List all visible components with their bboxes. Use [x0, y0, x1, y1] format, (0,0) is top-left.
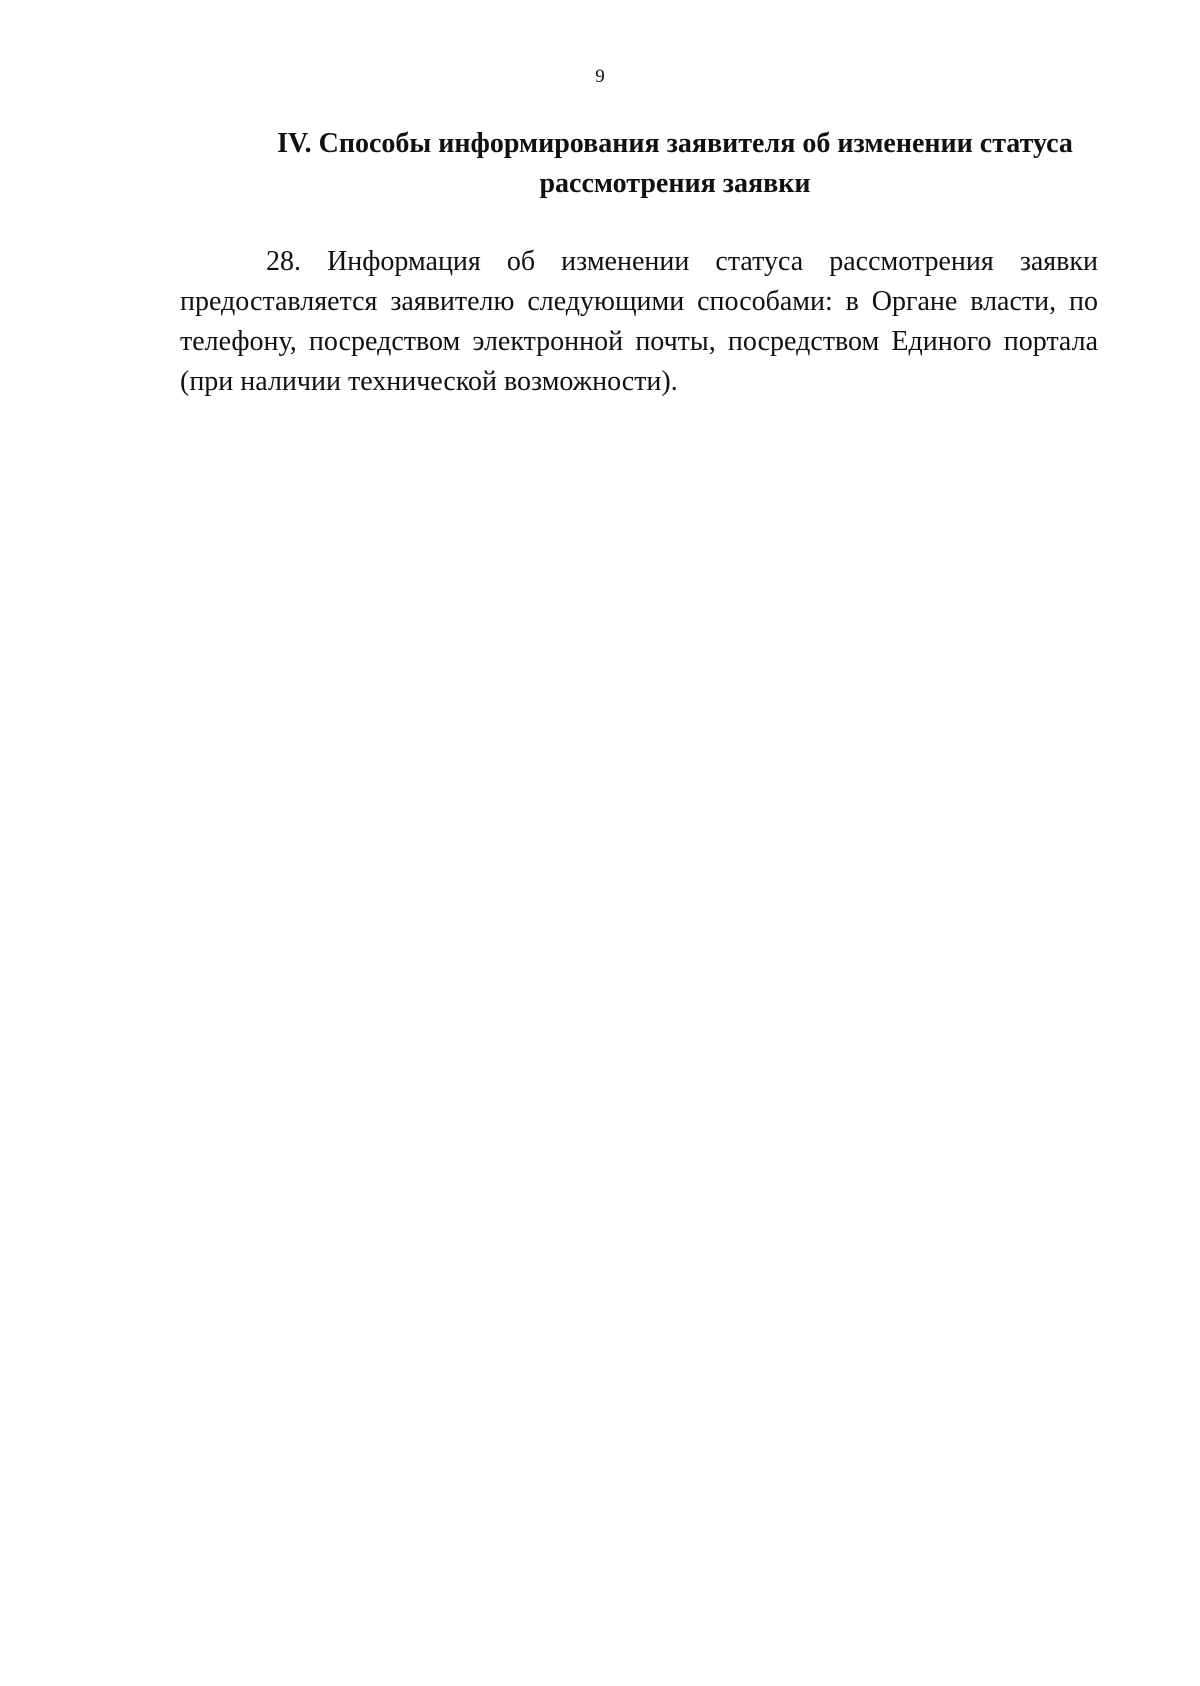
paragraph-line-3: телефону, посредством электронной почты, посредством Единого портала — [180, 326, 1098, 357]
section-title-line-1: IV. Способы информирования заявителя об изменении статуса — [277, 128, 1073, 159]
paragraph-line-1: 28. Информация об изменении статуса рассмотрения заявки — [266, 246, 1098, 277]
section-title-line-2: рассмотрения заявки — [539, 168, 811, 199]
paragraph-line-4: (при наличии технической возможности). — [180, 366, 678, 397]
paragraph-line-2: предоставляется заявителю следующими способами: в Органе власти, по — [180, 286, 1098, 317]
paragraph-28 — [180, 242, 1098, 402]
page-number: 9 — [595, 66, 605, 87]
section-title — [255, 124, 1095, 204]
